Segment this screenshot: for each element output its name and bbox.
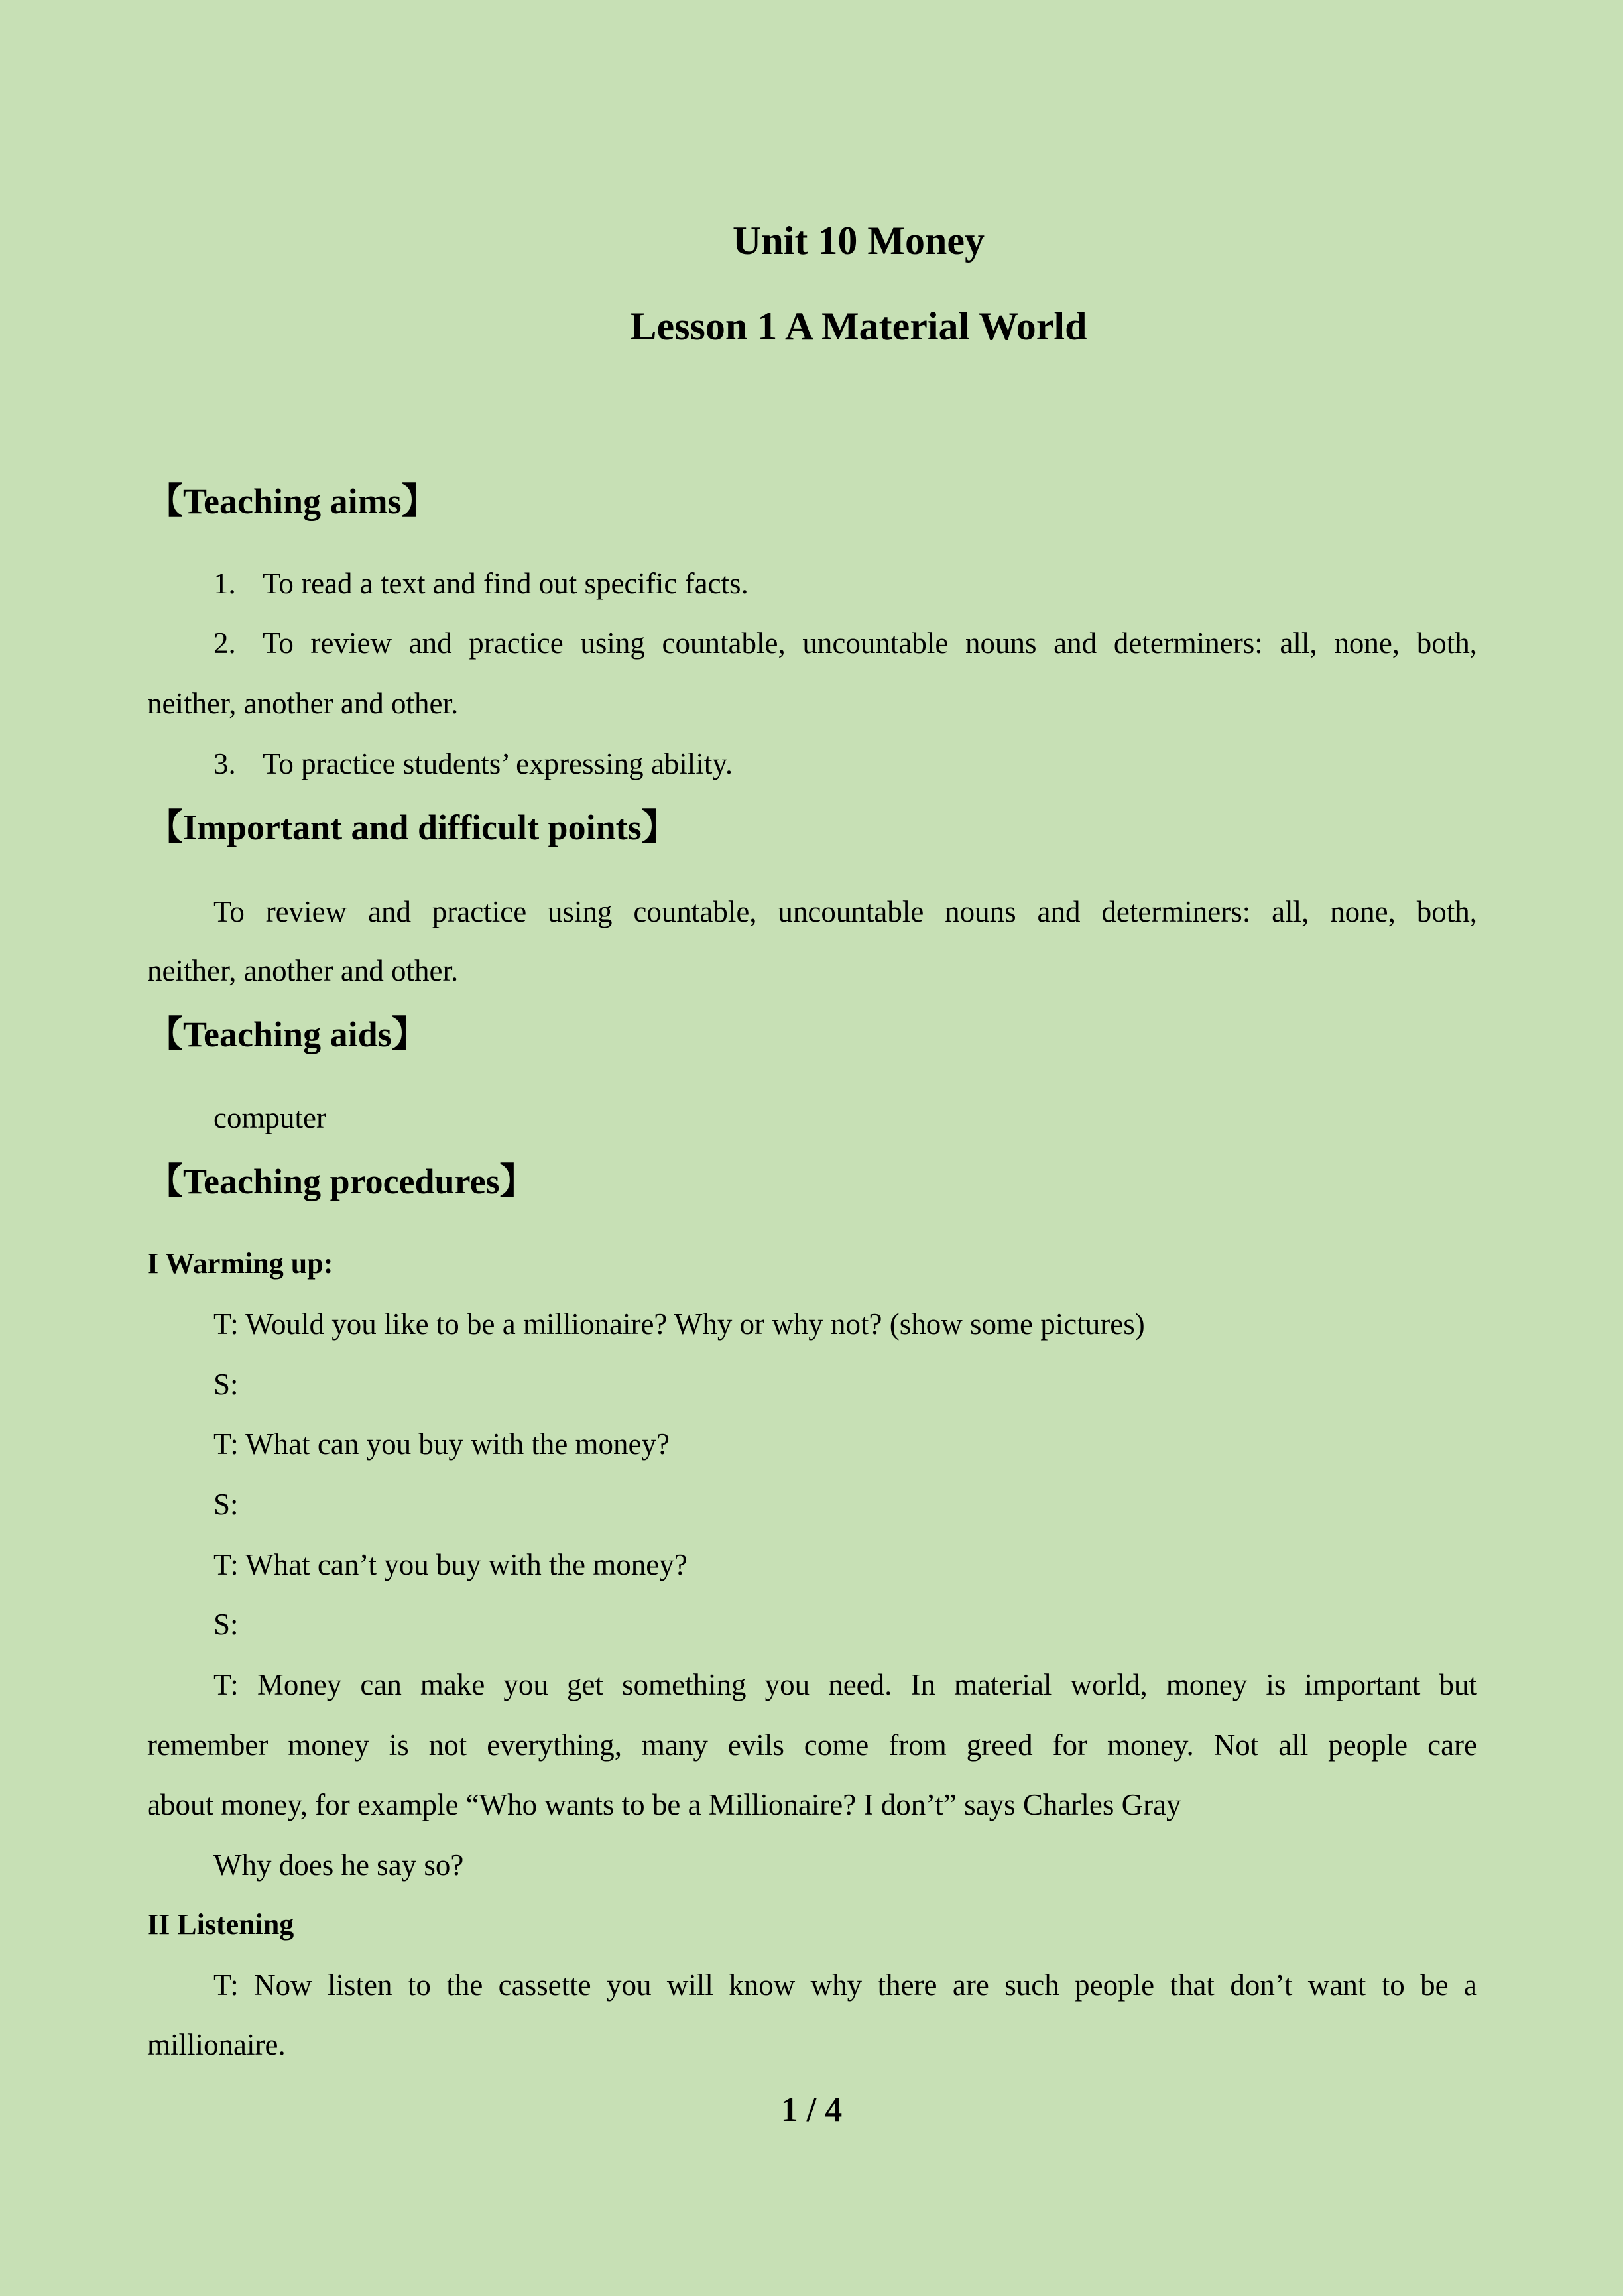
dialogue-line: S: xyxy=(213,1368,239,1401)
aim-item-3-text: To practice students’ expressing ability. xyxy=(263,747,733,780)
teaching-procedures-heading: 【Teaching procedures】 xyxy=(147,1162,536,1201)
aim-item-2-continuation: neither, another and other. xyxy=(147,687,459,720)
warming-up-paragraph: T: Money can make you get something you need. In material world, money is important but xyxy=(213,1668,1477,1701)
aim-item-3-number: 3. xyxy=(213,747,236,780)
aim-item-3 xyxy=(213,744,733,784)
aim-item-1-text: To read a text and find out specific facts. xyxy=(263,567,749,600)
listening-heading: II Listening xyxy=(147,1908,294,1941)
aim-item-2 xyxy=(213,623,1477,663)
teaching-aids-text: computer xyxy=(213,1101,326,1134)
teaching-aims-heading: 【Teaching aims】 xyxy=(147,481,438,521)
aim-item-1-number: 1. xyxy=(213,567,236,600)
important-points-heading: 【Important and difficult points】 xyxy=(147,808,678,847)
warming-up-paragraph-line-2: remember money is not everything, many evils come from greed for money. Not all people care xyxy=(147,1728,1477,1762)
dialogue-line: S: xyxy=(213,1488,239,1521)
lesson-title: Lesson 1 A Material World xyxy=(630,304,1087,348)
important-points-continuation: neither, another and other. xyxy=(147,954,459,987)
important-points-text: To review and practice using countable, uncountable nouns and determiners: all, none, both, xyxy=(213,895,1477,928)
unit-title: Unit 10 Money xyxy=(733,219,985,263)
aim-item-2-number: 2. xyxy=(213,627,236,660)
dialogue-line: T: Would you like to be a millionaire? Why or why not? (show some pictures) xyxy=(213,1307,1145,1341)
listening-paragraph: T: Now listen to the cassette you will know why there are such people that don’t want to be a xyxy=(213,1968,1477,2002)
aim-item-2-text: To review and practice using countable, uncountable nouns and determiners: all, none, both, xyxy=(263,627,1477,660)
listening-paragraph-continuation: millionaire. xyxy=(147,2028,286,2061)
dialogue-line: S: xyxy=(213,1608,239,1641)
teaching-aids-heading: 【Teaching aids】 xyxy=(147,1014,428,1054)
dialogue-line: T: What can you buy with the money? xyxy=(213,1427,670,1461)
page-number: 1 / 4 xyxy=(780,2091,843,2129)
aim-item-1 xyxy=(213,564,749,603)
warming-up-heading: I Warming up: xyxy=(147,1247,333,1280)
warming-up-paragraph-line-3: about money, for example “Who wants to be a Millionaire? I don’t” says Charles Gray xyxy=(147,1788,1181,1821)
warming-up-question: Why does he say so? xyxy=(213,1848,464,1882)
dialogue-line: T: What can’t you buy with the money? xyxy=(213,1548,688,1581)
